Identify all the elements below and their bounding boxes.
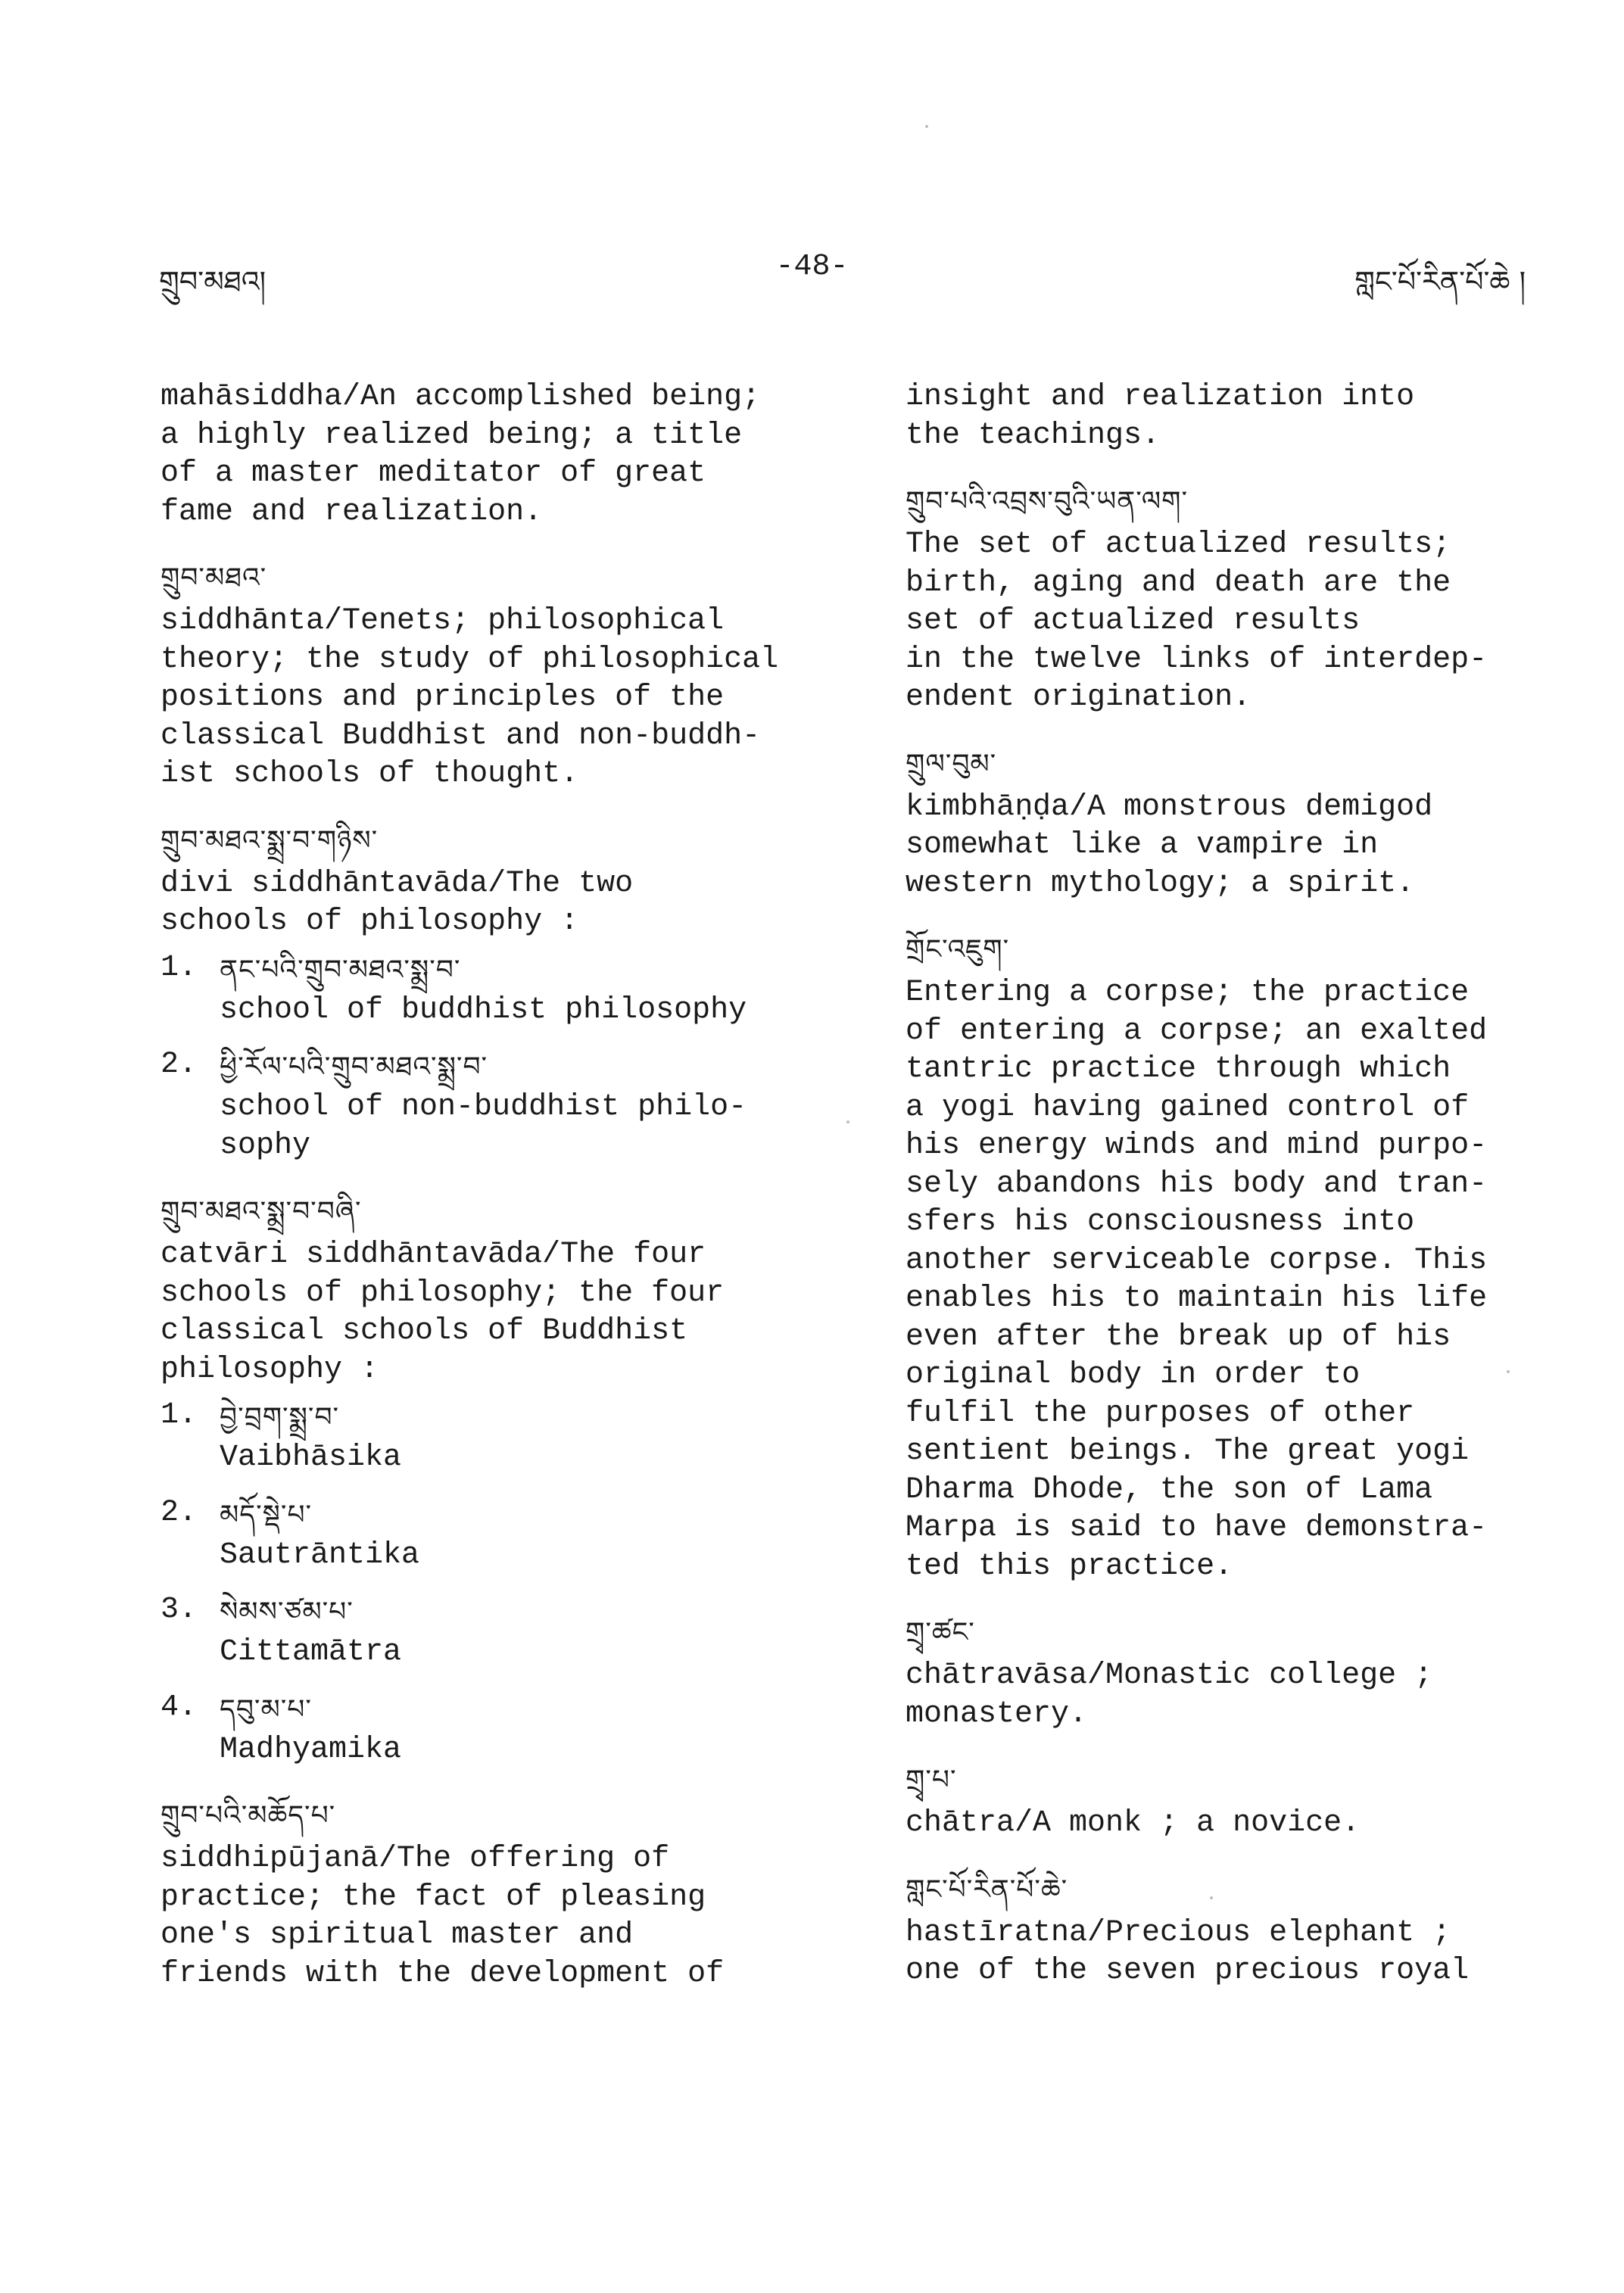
continued-definition: insight and realization into the teachings. [906,380,1415,453]
entry-definition: chātra/A monk ; a novice. [906,1806,1361,1840]
list-item [161,1494,842,1575]
entry-headword-tibetan: གྲུབ་པའི་འབྲས་བུའི་ཡན་ལག་ [906,486,1189,517]
list-item-tibetan: ནང་པའི་གྲུབ་མཐའ་སྨྲ་བ་ [220,954,461,986]
page-header [0,250,1624,298]
entry-definition: hastīratna/Precious elephant ; one of the seven precious royal [906,1915,1470,1988]
entry-sublist [161,949,842,1166]
list-item-tibetan: མདོ་སྡེ་པ་ [220,1499,313,1531]
scan-speck [925,125,928,128]
entry-definition: divi siddhāntavāda/The two schools of philosophy : [161,866,634,939]
list-item-text: Madhyamika [220,1732,402,1767]
dictionary-entry [906,1869,1572,1991]
entry-headword-tibetan: གླང་པོ་རིན་པོ་ཆེ་ [906,1874,1068,1905]
list-item-text: school of non-buddhist philo- sophy [220,1090,747,1163]
dictionary-entry [906,743,1572,904]
entry-definition: chātravāsa/Monastic college ; monastery. [906,1659,1433,1731]
entry-headword-tibetan: གྲུབ་མཐའ་ [161,562,267,594]
list-item [161,1591,842,1672]
right-column [906,379,1572,2017]
entry-headword-tibetan: གྲྭ་ཚང་ [906,1617,975,1648]
left-column [161,379,842,2019]
entry-definition: siddhipūjanā/The offering of practice; the fact of pleasing one's spiritual master and friends with the development of [161,1842,725,1991]
list-item-tibetan: དབུ་མ་པ་ [220,1693,312,1725]
dictionary-entry [906,481,1572,718]
scan-speck [846,1120,849,1123]
entry-headword-tibetan: གྲོང་འཇུག་ [906,934,1010,965]
entry-definition: The set of actualized results; birth, aging and death are the set of actualized results in the twelve links of interdep- endent origination. [906,528,1488,715]
list-item [161,1689,842,1770]
list-item-number: 4. [161,1690,198,1724]
dictionary-entry [906,1759,1572,1843]
list-item-number: 3. [161,1593,198,1627]
entry-headword-tibetan: གྲྭ་པ་ [906,1765,957,1796]
scan-speck [1210,1896,1213,1899]
list-item-number: 2. [161,1495,198,1530]
page-number: -48- [775,250,849,284]
list-item-text: school of buddhist philosophy [220,992,747,1027]
header-left-guide-word: གྲུབ་མཐའ། [159,265,267,298]
scan-speck [1507,1370,1510,1373]
list-item-number: 1. [161,1398,198,1432]
header-right-guide-word: གླང་པོ་རིན་པོ་ཆེ ། [1354,265,1526,298]
entry-headword-tibetan: གྲུབ་པའི་མཆོད་པ་ [161,1800,336,1831]
entry-definition: catvāri siddhāntavāda/The four schools of philosophy; the four classical schools of Buddhist philosophy : [161,1238,725,1387]
list-item-text: Cittamātra [220,1635,402,1669]
entry-definition: siddhānta/Tenets; philosophical theory; the study of philosophical positions and principles of the classical Buddhist and non-buddh- ist schools of thought. [161,604,779,791]
list-item-text: Vaibhāsika [220,1441,402,1475]
entry-headword-tibetan: གྲུལ་བུམ་ [906,748,997,780]
entry-definition: kimbhāṇḍa/A monstrous demigod somewhat like a vampire in western mythology; a spirit. [906,790,1433,901]
entry-headword-tibetan: གྲུབ་མཐའ་སྨྲ་བ་བཞི་ [161,1196,362,1227]
list-item [161,1397,842,1478]
dictionary-entry [906,929,1572,1586]
list-item-tibetan: བྱེ་བྲག་སྨྲ་བ་ [220,1402,340,1433]
entry-definition: Entering a corpse; the practice of entering a corpse; an exalted tantric practice through which a yogi having gained control of his energy winds and mind purpo- sely abandons his body and tran- sfers his consciousness into another serviceable corpse. This enables his to maintain his life even after the break up of his original body in order to fulfil the purposes of other sentient beings. The great yogi Dharma Dhode, the son of Lama Marpa is said to have demonstra- ted this practice. [906,976,1488,1584]
dictionary-entry [161,1795,842,1993]
list-item [161,1046,842,1165]
list-item [161,949,842,1030]
list-item-tibetan: ཕྱི་རོལ་པའི་གྲུབ་མཐའ་སྨྲ་བ་ [220,1051,488,1083]
dictionary-entry [906,1612,1572,1734]
list-item-number: 2. [161,1048,198,1082]
entry-sublist [161,1397,842,1769]
dictionary-entry [161,557,842,794]
dictionary-entry [161,820,842,1166]
entry-headword-tibetan: གྲུབ་མཐའ་སྨྲ་བ་གཉིས་ [161,824,379,856]
dictionary-entry [161,1191,842,1769]
list-item-number: 1. [161,950,198,985]
continued-definition: mahāsiddha/An accomplished being; a highly realized being; a title of a master meditator of great fame and realization. [161,380,761,529]
list-item-text: Sautrāntika [220,1537,420,1572]
list-item-tibetan: སེམས་ཙམ་པ་ [220,1597,354,1628]
